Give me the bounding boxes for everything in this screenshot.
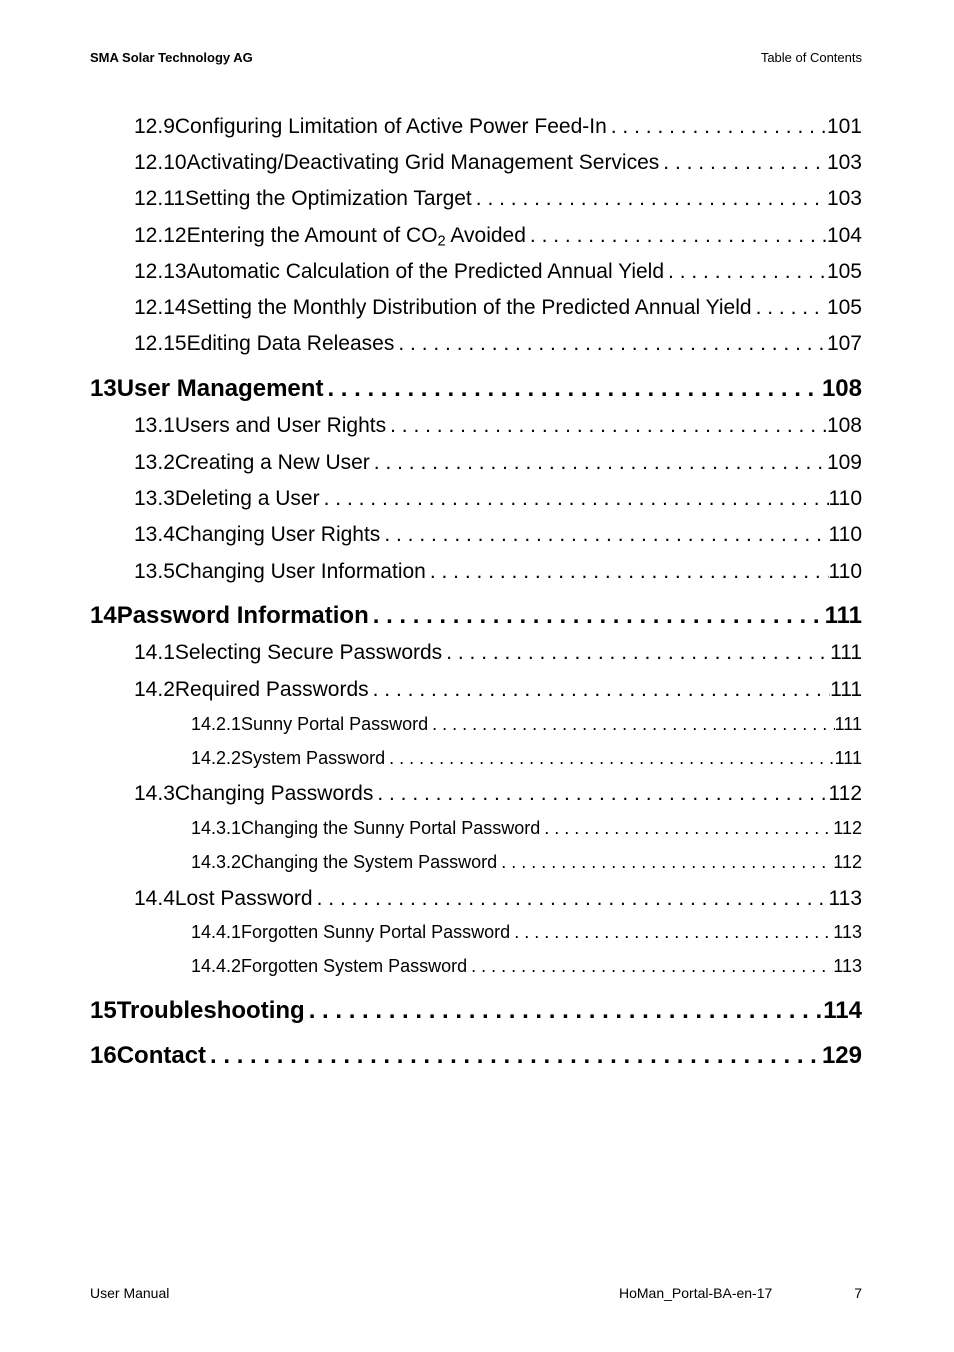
- footer-page-number: 7: [854, 1285, 862, 1301]
- toc-entry-page: 103: [826, 151, 862, 174]
- toc-entry-title: Changing the Sunny Portal Password: [241, 818, 541, 838]
- toc-entry-number: 13.2: [134, 451, 175, 474]
- toc-entry-page: 109: [826, 451, 862, 474]
- toc-entry-title: Lost Password: [174, 887, 313, 910]
- toc-entry-page: 107: [826, 332, 862, 355]
- toc-entry[interactable]: [134, 414, 862, 442]
- toc-entry-number: 13.3: [134, 487, 175, 510]
- toc-dot-leader: [607, 115, 827, 139]
- toc-dot-leader: [497, 852, 833, 873]
- toc-entry-number: 14.2: [134, 678, 175, 701]
- header-section-title: Table of Contents: [760, 50, 862, 65]
- toc-entry-title: Troubleshooting: [116, 997, 305, 1024]
- toc-entry[interactable]: [134, 782, 862, 810]
- toc-entry-title: Sunny Portal Password: [241, 714, 429, 734]
- toc-entry-title: Password Information: [116, 602, 369, 629]
- toc-dot-leader: [320, 487, 829, 511]
- toc-entry-page: 110: [828, 487, 862, 510]
- toc-dot-leader: [664, 260, 827, 284]
- toc-entry-page: 111: [834, 714, 862, 734]
- toc-entry-page: 112: [833, 818, 862, 838]
- toc-entry-title: Users and User Rights: [174, 414, 387, 437]
- toc-dot-leader: [540, 818, 833, 839]
- toc-entry-number: 14.4: [134, 887, 175, 910]
- toc-entry[interactable]: [134, 151, 862, 179]
- toc-entry-page: 112: [833, 852, 862, 872]
- toc-entry-title: Changing User Rights: [174, 523, 381, 546]
- toc-entry-page: 129: [821, 1042, 862, 1069]
- toc-entry-title: Configuring Limitation of Active Power Feed-In: [174, 115, 607, 138]
- toc-entry[interactable]: [191, 922, 862, 946]
- toc-entry-page: 110: [828, 560, 862, 583]
- toc-entry[interactable]: [90, 602, 862, 634]
- toc-entry-number: 12.12: [134, 224, 187, 247]
- toc-entry-number: 13: [90, 375, 117, 402]
- toc-entry-number: 12.10: [134, 151, 187, 174]
- toc-entry-page: 108: [821, 375, 862, 402]
- toc-entry[interactable]: [191, 818, 862, 842]
- toc-entry[interactable]: [134, 224, 862, 252]
- toc-entry-number: 14.4.1: [191, 922, 242, 942]
- toc-entry-title: Automatic Calculation of the Predicted Annual Yield: [186, 260, 665, 283]
- toc-entry-title: User Management: [116, 375, 324, 402]
- toc-dot-leader: [380, 523, 828, 547]
- toc-dot-leader: [442, 641, 830, 665]
- toc-entry[interactable]: [134, 560, 862, 588]
- toc-entry-page: 113: [833, 956, 862, 976]
- header-company: SMA Solar Technology AG: [90, 50, 253, 65]
- toc-entry-title: [187, 224, 526, 248]
- toc-entry[interactable]: [134, 887, 862, 915]
- toc-entry[interactable]: [134, 641, 862, 669]
- toc-entry-title-part: Avoided: [445, 224, 526, 247]
- toc-entry-page: 110: [828, 523, 862, 546]
- toc-entry-title-subscript: 2: [437, 233, 446, 250]
- toc-entry-page: 101: [826, 115, 862, 138]
- toc-entry[interactable]: [90, 1042, 862, 1074]
- toc-dot-leader: [467, 956, 833, 977]
- toc-entry[interactable]: [191, 748, 862, 772]
- toc-entry-title: Changing Passwords: [174, 782, 374, 805]
- toc-entry-title: Activating/Deactivating Grid Management Services: [186, 151, 660, 174]
- toc-dot-leader: [394, 332, 827, 356]
- footer-manual-label: User Manual: [90, 1285, 170, 1301]
- toc-entry-page: 113: [828, 887, 862, 910]
- toc-entry-number: 14.3.2: [191, 852, 242, 872]
- toc-entry-title: Deleting a User: [174, 487, 320, 510]
- toc-dot-leader: [752, 296, 827, 320]
- toc-dot-leader: [659, 151, 827, 175]
- toc-entry[interactable]: [134, 260, 862, 288]
- toc-dot-leader: [510, 922, 833, 943]
- toc-entry[interactable]: [134, 296, 862, 324]
- toc-entry-title: Selecting Secure Passwords: [174, 641, 443, 664]
- toc-entry-page: 112: [828, 782, 862, 805]
- toc-entry-number: 16: [90, 1042, 117, 1069]
- toc-entry[interactable]: [134, 115, 862, 143]
- toc-entry-page: 114: [823, 997, 862, 1024]
- toc-entry[interactable]: [90, 997, 862, 1029]
- toc-entry[interactable]: [90, 375, 862, 407]
- toc-dot-leader: [428, 714, 834, 735]
- toc-entry-title: Forgotten Sunny Portal Password: [241, 922, 511, 942]
- toc-dot-leader: [472, 187, 827, 211]
- toc-entry-page: 103: [826, 187, 862, 210]
- toc-entry-number: 13.4: [134, 523, 175, 546]
- toc-entry[interactable]: [134, 451, 862, 479]
- toc-entry[interactable]: [134, 678, 862, 706]
- toc-entry-title: Changing User Information: [174, 560, 426, 583]
- toc-dot-leader: [369, 602, 825, 630]
- toc-entry-number: 14.2.2: [191, 748, 242, 768]
- toc-entry-page: 113: [833, 922, 862, 942]
- toc-entry[interactable]: [134, 332, 862, 360]
- toc-entry-page: 111: [830, 641, 862, 664]
- toc-entry[interactable]: [191, 852, 862, 876]
- toc-entry-number: 13.5: [134, 560, 175, 583]
- toc-entry-number: 15: [90, 997, 117, 1024]
- toc-entry-title: Setting the Optimization Target: [185, 187, 472, 210]
- toc-dot-leader: [313, 887, 829, 911]
- toc-entry-number: 14: [90, 602, 117, 629]
- toc-entry-title: Editing Data Releases: [186, 332, 395, 355]
- toc-dot-leader: [305, 997, 824, 1025]
- toc-entry[interactable]: [134, 487, 862, 515]
- toc-entry-title: System Password: [241, 748, 386, 768]
- toc-entry-page: 111: [824, 602, 862, 629]
- toc-dot-leader: [426, 560, 829, 584]
- toc-dot-leader: [206, 1042, 822, 1070]
- toc-entry-page: 111: [834, 748, 862, 768]
- toc-entry-title: Contact: [116, 1042, 207, 1069]
- toc-dot-leader: [369, 678, 830, 702]
- toc-entry-title: Forgotten System Password: [241, 956, 468, 976]
- toc-entry-title: Changing the System Password: [241, 852, 498, 872]
- toc-entry-number: 14.3.1: [191, 818, 242, 838]
- toc-entry-number: 12.13: [134, 260, 187, 283]
- toc-entry-page: 111: [830, 678, 862, 701]
- toc-entry-number: 14.1: [134, 641, 175, 664]
- toc-entry-title: Setting the Monthly Distribution of the Predicted Annual Yield: [186, 296, 752, 319]
- toc-entry[interactable]: [134, 187, 862, 215]
- toc-entry-title-part: Entering the Amount of CO: [186, 224, 438, 247]
- toc-entry-number: 14.2.1: [191, 714, 242, 734]
- toc-entry-number: 12.15: [134, 332, 187, 355]
- toc-entry-number: 12.9: [134, 115, 175, 138]
- toc-entry-number: 13.1: [134, 414, 175, 437]
- toc-entry-title: Creating a New User: [174, 451, 370, 474]
- toc-dot-leader: [370, 451, 827, 475]
- toc-entry-number: 14.4.2: [191, 956, 242, 976]
- toc-dot-leader: [323, 375, 822, 403]
- toc-entry[interactable]: [191, 956, 862, 980]
- toc-dot-leader: [385, 748, 835, 769]
- toc-entry-page: 105: [826, 260, 862, 283]
- toc-dot-leader: [386, 414, 827, 438]
- toc-entry[interactable]: [134, 523, 862, 551]
- toc-entry-page: 108: [826, 414, 862, 437]
- toc-entry-title: Required Passwords: [174, 678, 369, 701]
- toc-entry-page: 105: [826, 296, 862, 319]
- toc-entry[interactable]: [191, 714, 862, 738]
- toc-dot-leader: [526, 224, 827, 248]
- toc-dot-leader: [373, 782, 828, 806]
- toc-entry-page: 104: [826, 224, 862, 247]
- footer-document-id: HoMan_Portal-BA-en-17: [619, 1285, 773, 1301]
- toc-entry-number: 12.11: [134, 187, 185, 210]
- toc-entry-number: 12.14: [134, 296, 187, 319]
- toc-entry-number: 14.3: [134, 782, 175, 805]
